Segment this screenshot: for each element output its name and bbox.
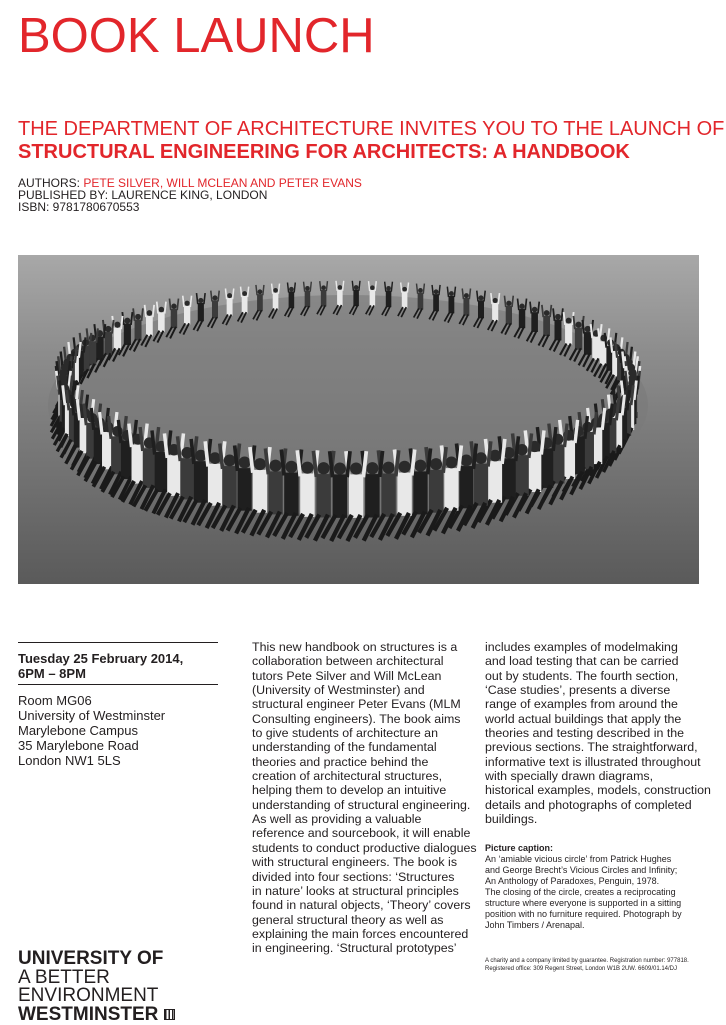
book-title: STRUCTURAL ENGINEERING FOR ARCHITECTS: A HANDBOOK xyxy=(18,141,630,163)
text-line: buildings. xyxy=(485,812,538,827)
venue-line: University of Westminster xyxy=(18,708,166,723)
legal-line: A charity and a company limited by guarantee. Registration number: 977818. xyxy=(485,958,689,964)
text-line: theories and testing described in the xyxy=(485,726,685,741)
text-line: position with no furniture required. Photograph by xyxy=(485,909,682,919)
invite-line: THE DEPARTMENT OF ARCHITECTURE INVITES YOU TO THE LAUNCH OF xyxy=(18,118,725,140)
text-line: John Timbers / Arenapal. xyxy=(485,920,585,930)
text-line: in nature’ looks at structural principles xyxy=(252,883,459,898)
description-column-2 xyxy=(485,640,711,827)
text-line: structure where everyone is supported in a sitting xyxy=(485,898,682,908)
text-line: tutors Pete Silver and Will McLean xyxy=(252,668,442,683)
authors-names: PETE SILVER, WILL MCLEAN AND PETER EVANS xyxy=(83,176,362,190)
logo-line-4 xyxy=(18,1003,175,1025)
text-line: in engineering. ‘Structural prototypes’ xyxy=(252,941,457,956)
event-date: Tuesday 25 February 2014, xyxy=(18,651,184,666)
caption-heading: Picture caption: xyxy=(485,843,554,853)
logo-line-3: ENVIRONMENT xyxy=(18,985,159,1006)
text-line: divided into four sections: ‘Structures xyxy=(252,869,455,884)
isbn-line: ISBN: 9781780670553 xyxy=(18,200,140,214)
text-line: previous sections. The straightforward, xyxy=(485,740,698,755)
text-line: students to conduct productive dialogues xyxy=(252,840,477,855)
text-line: and load testing that can be carried xyxy=(485,654,679,669)
text-line: and George Brecht’s Vicious Circles and Infinity; xyxy=(485,865,678,875)
university-logo xyxy=(18,950,175,1024)
text-line: understanding of the fundamental xyxy=(252,740,437,755)
text-line: structural engineer Peter Evans (MLM xyxy=(252,697,461,712)
text-line: An Anthology of Paradoxes, Penguin, 1978. xyxy=(485,876,660,886)
logo-line-2: A BETTER xyxy=(18,966,110,988)
text-line: This new handbook on structures is a xyxy=(252,640,458,654)
logo-wordmark: WESTMINSTER xyxy=(18,1003,159,1025)
venue-line: 35 Marylebone Road xyxy=(18,738,139,753)
authors-label: AUTHORS: xyxy=(18,176,81,190)
text-line: informative text is illustrated throughout xyxy=(485,754,701,769)
text-line: out by students. The fourth section, xyxy=(485,668,679,683)
legal-notice xyxy=(485,957,707,973)
text-line: (University of Westminster) and xyxy=(252,683,425,698)
text-line: ‘Case studies’, presents a diverse xyxy=(485,683,671,698)
portcullis-icon xyxy=(164,1009,175,1020)
venue-line: London NW1 5LS xyxy=(18,753,121,768)
text-line: understanding of structural engineering. xyxy=(252,797,471,812)
text-line: creation of architectural structures, xyxy=(252,769,443,784)
photograph-image xyxy=(18,255,699,584)
text-line: collaboration between architectural xyxy=(252,654,444,669)
text-line: to give students of architecture an xyxy=(252,726,438,741)
text-line: helping them to develop an intuitive xyxy=(252,783,447,798)
venue-line: Room MG06 xyxy=(18,693,92,708)
text-line: An ‘amiable vicious circle’ from Patrick Hughes xyxy=(485,854,672,864)
text-line: As well as providing a valuable xyxy=(252,812,422,827)
text-line: includes examples of modelmaking xyxy=(485,640,678,654)
legal-line: Registered office: 309 Regent Street, London W1B 2UW. 6609/01.14/DJ xyxy=(485,966,678,972)
text-line: found in natural objects, ‘Theory’ covers xyxy=(252,898,471,913)
description-column-1 xyxy=(252,640,477,956)
logo-line-1: UNIVERSITY OF xyxy=(18,948,164,969)
page-title: BOOK LAUNCH xyxy=(18,9,375,63)
text-line: The closing of the circle, creates a reciprocating xyxy=(485,887,676,897)
divider-mid xyxy=(18,684,218,685)
text-line: theories and practice behind the xyxy=(252,754,429,769)
text-line: Consulting engineers). The book aims xyxy=(252,711,461,726)
publisher-line: PUBLISHED BY: LAURENCE KING, LONDON xyxy=(18,188,268,202)
text-line: with specially drawn diagrams, xyxy=(485,769,654,784)
event-time: 6PM – 8PM xyxy=(18,666,86,681)
text-line: range of examples from around the xyxy=(485,697,678,712)
divider-top xyxy=(18,642,218,643)
text-line: explaining the main forces encountered xyxy=(252,926,469,941)
text-line: with structural engineers. The book is xyxy=(252,855,458,870)
event-datetime xyxy=(18,651,183,681)
event-venue xyxy=(18,693,165,768)
text-line: reference and sourcebook, it will enable xyxy=(252,826,471,841)
venue-line: Marylebone Campus xyxy=(18,723,138,738)
picture-caption xyxy=(485,843,707,931)
caption-text xyxy=(485,854,707,931)
text-line: world actual buildings that apply the xyxy=(485,711,682,726)
text-line: general structural theory as well as xyxy=(252,912,444,927)
text-line: historical examples, models, construction xyxy=(485,783,711,798)
text-line: details and photographs of completed xyxy=(485,797,692,812)
circle-photograph xyxy=(18,255,699,584)
